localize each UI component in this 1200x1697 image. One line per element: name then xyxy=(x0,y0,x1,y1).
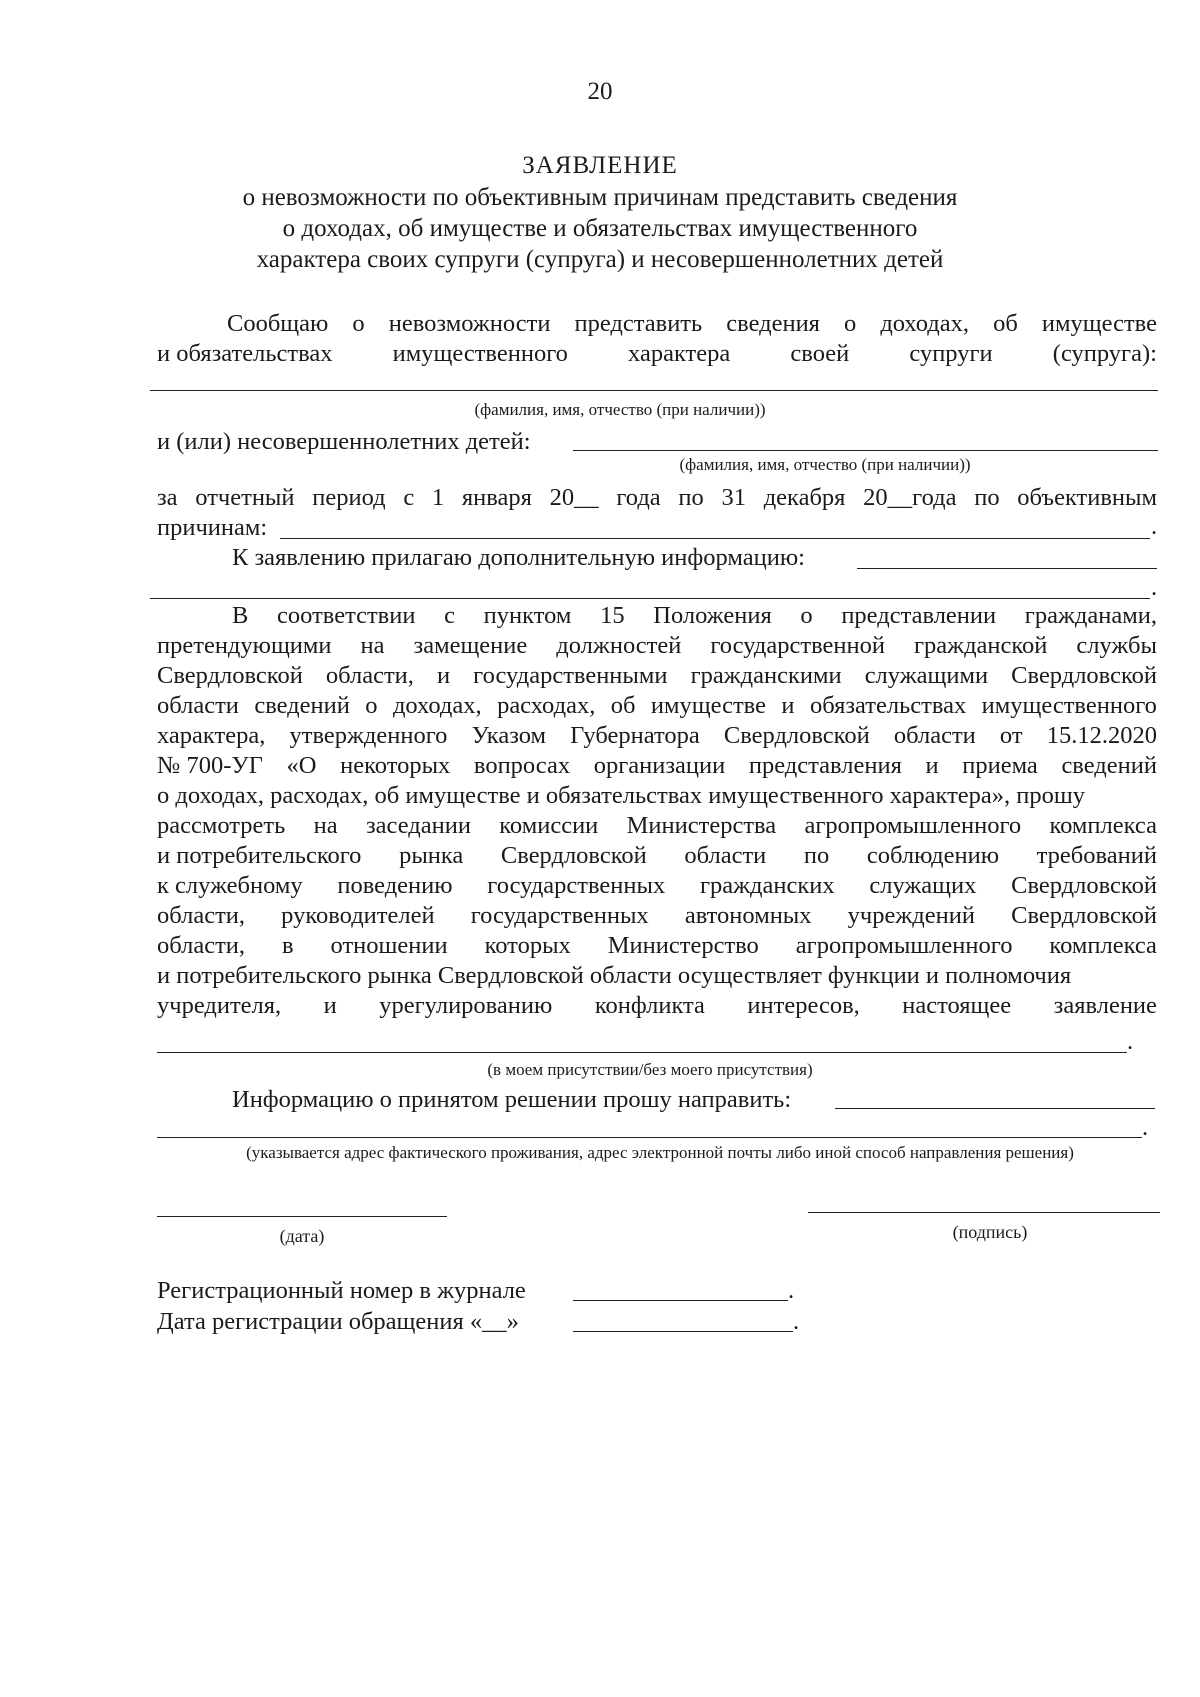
main-paragraph-word: по xyxy=(803,842,830,869)
main-paragraph-line xyxy=(157,872,1157,900)
main-paragraph-word: заявление xyxy=(1053,992,1157,1019)
main-paragraph-word: государственными xyxy=(473,662,668,689)
registration-date-label: Дата регистрации обращения «__» xyxy=(157,1308,519,1335)
spouse-line-1-word: об xyxy=(993,310,1018,337)
main-paragraph-word: имущественного xyxy=(981,692,1157,719)
main-paragraph-word: области, xyxy=(157,902,246,929)
decision-caption: (указывается адрес фактического проживания, адрес электронной почты либо иной способ направления решения) xyxy=(246,1143,1074,1162)
main-paragraph-word: 15.12.2020 xyxy=(1046,722,1157,749)
spouse-line-2-word: своей xyxy=(790,340,850,367)
main-paragraph-word: служащих xyxy=(869,872,977,899)
spouse-line-1-word: Сообщаю xyxy=(227,310,329,337)
main-paragraph-word: Свердловской xyxy=(1011,902,1157,929)
presence-caption: (в моем присутствии/без моего присутствия) xyxy=(487,1060,813,1079)
period-line-word: по xyxy=(678,484,704,511)
children-name-field[interactable] xyxy=(573,450,1158,451)
period-line-word: с xyxy=(403,484,415,511)
main-paragraph-word: гражданами, xyxy=(1024,602,1157,629)
main-paragraph-line xyxy=(157,632,1157,660)
main-paragraph-word: с xyxy=(444,602,455,629)
spouse-line-1-word: имуществе xyxy=(1041,310,1157,337)
spouse-statement-line-1 xyxy=(227,310,1157,338)
main-paragraph-word: доходах, xyxy=(392,692,482,719)
main-paragraph-line xyxy=(157,692,1157,720)
main-paragraph-word: службы xyxy=(1076,632,1157,659)
main-paragraph-word: отношении xyxy=(330,932,448,959)
period-line-word: января xyxy=(461,484,532,511)
signature-field[interactable] xyxy=(808,1212,1160,1213)
presence-field[interactable] xyxy=(157,1052,1127,1053)
main-paragraph-word: организации xyxy=(593,752,726,779)
children-label: и (или) несовершеннолетних детей: xyxy=(157,428,531,455)
main-paragraph-word: соответствии xyxy=(277,602,416,629)
main-paragraph-word: государственных xyxy=(487,872,666,899)
main-paragraph-word: приема xyxy=(962,752,1038,779)
main-paragraph-word: Губернатора xyxy=(570,722,700,749)
date-field[interactable] xyxy=(157,1216,447,1217)
attachment-field-1[interactable] xyxy=(857,568,1157,569)
main-paragraph-word: агропромышленного xyxy=(804,812,1022,839)
main-paragraph-word: которых xyxy=(484,932,571,959)
main-paragraph-word: № 700-УГ xyxy=(157,752,263,779)
spouse-line-1-word: о xyxy=(844,310,857,337)
decision-field-2[interactable] xyxy=(157,1137,1142,1138)
main-paragraph-word: рассмотреть xyxy=(157,812,286,839)
spouse-line-2-word: и обязательствах xyxy=(157,340,333,367)
period-line-word: года xyxy=(616,484,661,511)
main-paragraph-word: автономных xyxy=(684,902,812,929)
main-paragraph-line xyxy=(157,902,1157,930)
registration-journal-field[interactable] xyxy=(573,1300,788,1301)
main-paragraph-word: представлении xyxy=(841,602,997,629)
period-line-word: за xyxy=(157,484,178,511)
main-paragraph-word: гражданскими xyxy=(690,662,842,689)
main-paragraph-word: области, xyxy=(325,662,414,689)
decision-field-1[interactable] xyxy=(835,1108,1155,1109)
main-paragraph-line xyxy=(157,962,1157,990)
registration-date-field[interactable] xyxy=(573,1331,793,1332)
reasons-end-dot: . xyxy=(1151,513,1158,540)
main-paragraph-word: Свердловской xyxy=(157,662,303,689)
attachment-end-dot: . xyxy=(1151,574,1158,601)
main-paragraph-word: требований xyxy=(1036,842,1157,869)
period-line-word: декабря xyxy=(763,484,846,511)
period-line-word: 20__года xyxy=(863,484,957,511)
main-paragraph-word: в xyxy=(282,932,294,959)
main-paragraph-word: настоящее xyxy=(902,992,1012,1019)
main-paragraph-word: «О xyxy=(286,752,317,779)
main-paragraph-word: на xyxy=(313,812,338,839)
main-paragraph-word: Свердловской xyxy=(1011,662,1157,689)
decision-end-dot: . xyxy=(1142,1114,1149,1141)
reasons-field[interactable] xyxy=(280,538,1150,539)
document-subtitle-line-2: о доходах, об имуществе и обязательствах имущественного xyxy=(282,215,918,242)
main-paragraph-line xyxy=(232,602,1157,630)
spouse-line-1-word: о xyxy=(352,310,365,337)
main-paragraph-word: и xyxy=(436,662,451,689)
decision-label: Информацию о принятом решении прошу направить: xyxy=(232,1086,792,1113)
main-paragraph-line xyxy=(157,662,1157,690)
period-line-word: 1 xyxy=(431,484,445,511)
main-paragraph-word: рынка xyxy=(399,842,464,869)
main-paragraph-word: государственных xyxy=(470,902,649,929)
presence-end-dot: . xyxy=(1127,1028,1134,1055)
main-paragraph-word: и xyxy=(323,992,337,1019)
main-paragraph-word: области, xyxy=(157,932,246,959)
main-paragraph-word: интересов, xyxy=(747,992,860,1019)
main-paragraph-word: утвержденного xyxy=(289,722,448,749)
main-paragraph-word: Министерства xyxy=(626,812,777,839)
main-paragraph-word: о xyxy=(800,602,813,629)
main-paragraph-word: агропромышленного xyxy=(795,932,1013,959)
attachment-label: К заявлению прилагаю дополнительную информацию: xyxy=(232,544,805,571)
main-paragraph-word: Свердловской xyxy=(1011,872,1157,899)
main-paragraph-word: области xyxy=(893,722,976,749)
main-paragraph-word: от xyxy=(999,722,1023,749)
main-paragraph-word: Указом xyxy=(471,722,547,749)
registration-journal-end: . xyxy=(788,1277,795,1304)
reasons-label: причинам: xyxy=(157,514,268,541)
main-paragraph-word: и потребительского рынка Свердловской области осуществляет функции и полномочия xyxy=(157,962,1072,989)
main-paragraph-word: служащими xyxy=(864,662,989,689)
period-line-word: период xyxy=(312,484,386,511)
main-paragraph-line xyxy=(157,992,1157,1020)
period-line-word: объективным xyxy=(1017,484,1157,511)
spouse-name-caption: (фамилия, имя, отчество (при наличии)) xyxy=(474,400,766,419)
main-paragraph-word: урегулированию xyxy=(379,992,553,1019)
main-paragraph-word: пунктом xyxy=(483,602,572,629)
main-paragraph-word: вопросах xyxy=(473,752,571,779)
spouse-line-1-word: доходах, xyxy=(880,310,970,337)
page-number: 20 xyxy=(587,78,613,105)
main-paragraph-word: имуществе xyxy=(650,692,766,719)
main-paragraph-word: Свердловской xyxy=(500,842,647,869)
main-paragraph-word: комиссии xyxy=(499,812,599,839)
main-paragraph-word: области xyxy=(157,692,239,719)
period-line-word: 31 xyxy=(721,484,746,511)
main-paragraph-word: представления xyxy=(748,752,902,779)
main-paragraph-line xyxy=(157,812,1157,840)
registration-date-end: . xyxy=(793,1308,800,1335)
main-paragraph-word: 15 xyxy=(600,602,625,629)
main-paragraph-word: конфликта xyxy=(594,992,705,1019)
registration-journal-label: Регистрационный номер в журнале xyxy=(157,1277,526,1304)
children-name-caption: (фамилия, имя, отчество (при наличии)) xyxy=(679,455,971,474)
spouse-line-2-word: характера xyxy=(628,340,731,367)
main-paragraph-word: некоторых xyxy=(340,752,451,779)
spouse-line-2-word: (супруга): xyxy=(1052,340,1157,367)
main-paragraph-word: В xyxy=(232,602,249,629)
main-paragraph-word: Свердловской xyxy=(723,722,870,749)
signature-caption: (подпись) xyxy=(952,1222,1028,1242)
main-paragraph-word: поведению xyxy=(337,872,453,899)
main-paragraph-word: расходах, xyxy=(497,692,596,719)
spouse-line-1-word: невозможности xyxy=(388,310,551,337)
main-paragraph-line xyxy=(157,752,1157,780)
main-paragraph-word: об xyxy=(610,692,636,719)
main-paragraph-word: обязательствах xyxy=(809,692,967,719)
period-line-word: отчетный xyxy=(195,484,295,511)
main-paragraph-word: Положения xyxy=(653,602,772,629)
main-paragraph-word: к служебному xyxy=(157,872,303,899)
spouse-line-2-word: имущественного xyxy=(392,340,568,367)
main-paragraph-word: учредителя, xyxy=(157,992,282,1019)
period-line-word: 20__ xyxy=(549,484,599,511)
main-paragraph-line xyxy=(157,722,1157,750)
main-paragraph-word: гражданских xyxy=(699,872,835,899)
main-paragraph-word: сведений xyxy=(1061,752,1157,779)
main-paragraph-line xyxy=(157,782,1157,810)
main-paragraph-word: о xyxy=(365,692,378,719)
main-paragraph-word: государственной xyxy=(710,632,885,659)
main-paragraph-word: замещение xyxy=(413,632,528,659)
main-paragraph-word: заседании xyxy=(365,812,471,839)
main-paragraph-word: и xyxy=(925,752,939,779)
main-paragraph-word: Министерство xyxy=(607,932,759,959)
main-paragraph-word: гражданской xyxy=(913,632,1048,659)
main-paragraph-word: комплекса xyxy=(1049,932,1157,959)
spouse-name-field[interactable] xyxy=(150,390,1158,391)
spouse-line-1-word: сведения xyxy=(726,310,820,337)
date-caption: (дата) xyxy=(279,1226,325,1246)
main-paragraph-word: характера, xyxy=(157,722,266,749)
spouse-statement-line-2 xyxy=(157,340,1157,368)
main-paragraph-word: комплекса xyxy=(1049,812,1157,839)
attachment-field-2[interactable] xyxy=(150,598,1150,599)
main-paragraph-line xyxy=(157,932,1157,960)
main-paragraph-word: сведений xyxy=(254,692,350,719)
main-paragraph-line xyxy=(157,842,1157,870)
main-paragraph-word: учреждений xyxy=(847,902,975,929)
main-paragraph-word: руководителей xyxy=(281,902,435,929)
main-paragraph-word: области xyxy=(684,842,767,869)
spouse-line-2-word: супруги xyxy=(909,340,993,367)
main-paragraph-word: на xyxy=(360,632,385,659)
main-paragraph-word: и xyxy=(781,692,795,719)
document-subtitle-line-3: характера своих супруги (супруга) и несовершеннолетних детей xyxy=(256,246,944,273)
main-paragraph-word: претендующими xyxy=(157,632,332,659)
period-line xyxy=(157,484,1157,512)
period-line-word: по xyxy=(974,484,1000,511)
main-paragraph-word: должностей xyxy=(556,632,682,659)
main-paragraph-word: и потребительского xyxy=(157,842,362,869)
main-paragraph-word: соблюдению xyxy=(866,842,1000,869)
main-paragraph-word: о доходах, расходах, об имуществе и обязательствах имущественного характера», прошу xyxy=(157,782,1086,809)
spouse-line-1-word: представить xyxy=(574,310,703,337)
document-title: ЗАЯВЛЕНИЕ xyxy=(522,152,678,179)
document-subtitle-line-1: о невозможности по объективным причинам представить сведения xyxy=(242,184,958,211)
